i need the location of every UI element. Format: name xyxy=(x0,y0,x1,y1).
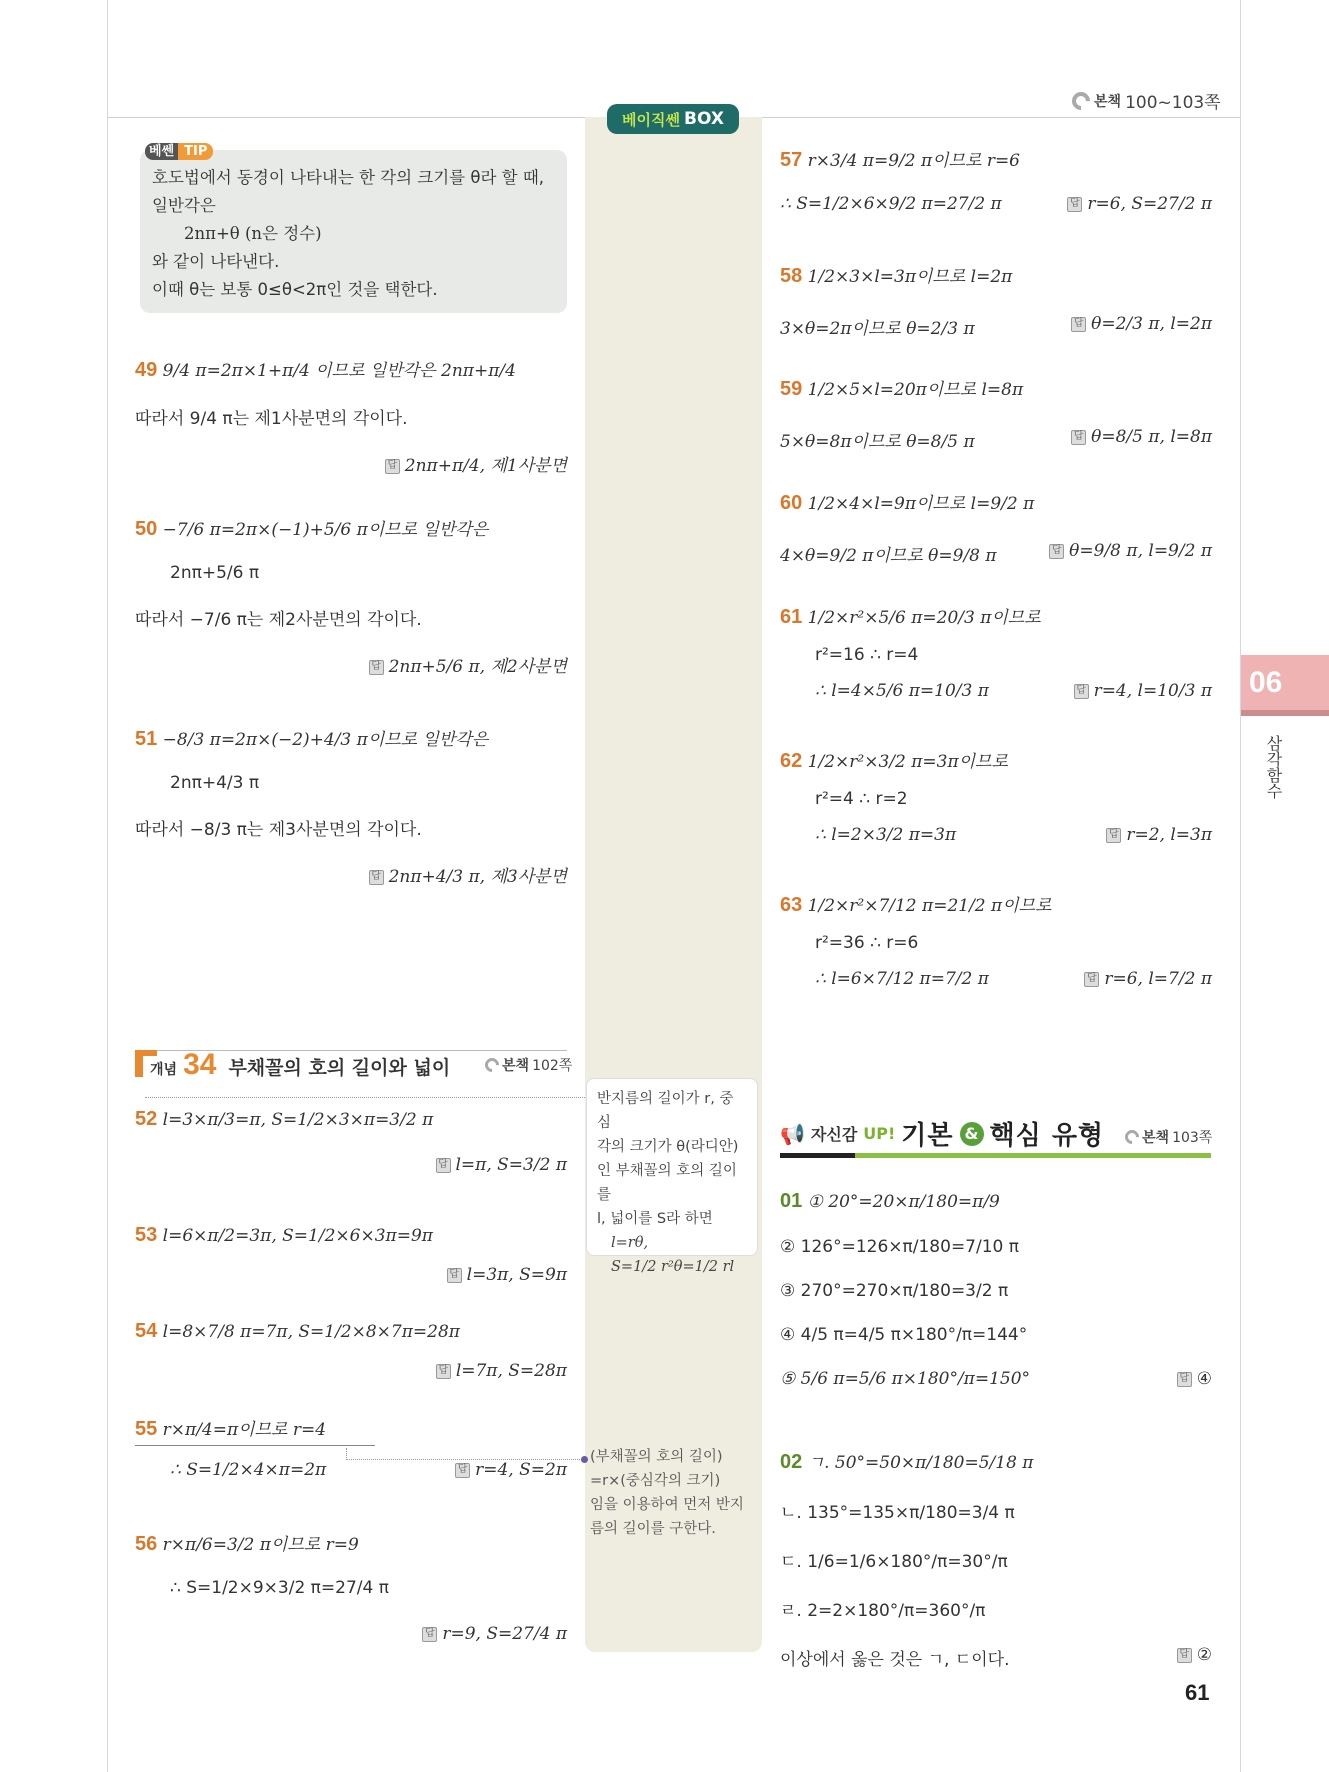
problem-57: 57 r×3/4 π=9/2 π이므로 r=6 ∴ S=1/2×6×9/2 π=27/2 π 답 r=6, S=27/2 π xyxy=(780,149,1212,214)
answer-icon: 답 xyxy=(1074,684,1089,699)
connector-dot xyxy=(581,1456,588,1463)
problem-63: 63 1/2×r²×7/12 π=21/2 π이므로 r²=36 ∴ r=6 ∴ l=6×7/12 π=7/2 π 답 r=6, l=7/2 π xyxy=(780,894,1212,989)
answer-icon: 답 xyxy=(1106,828,1121,843)
answer-icon: 답 xyxy=(369,870,384,885)
section-bar-dark xyxy=(780,1153,855,1158)
problem-02: 02 ㄱ. 50°=50×π/180=5/18 π ㄴ. 135°=135×π/180=3/4 π ㄷ. 1/6=1/6×180°/π=30°/π ㄹ. 2=2×180°/π=360°/π 이상에서 옳은 것은 ㄱ, ㄷ이다. 답 ② xyxy=(780,1451,1212,1670)
answer-icon: 답 xyxy=(447,1268,462,1283)
chapter-label: 삼각함수 xyxy=(1264,735,1283,799)
page-number: 61 xyxy=(1185,1680,1210,1705)
basic-box-badge: 베이직쎈 BOX xyxy=(607,104,739,134)
answer-icon: 답 xyxy=(436,1364,451,1379)
refresh-arrow-icon xyxy=(1068,88,1093,113)
problem-61: 61 1/2×r²×5/6 π=20/3 π이므로 r²=16 ∴ r=4 ∴ l=4×5/6 π=10/3 π 답 r=4, l=10/3 π xyxy=(780,606,1212,701)
problem-59: 59 1/2×5×l=20π이므로 l=8π 5×θ=8π이므로 θ=8/5 π 답 θ=8/5 π, l=8π xyxy=(780,378,1212,452)
answer-icon: 답 xyxy=(1177,1372,1192,1387)
dotted-leader xyxy=(346,1459,584,1460)
section-bar-green xyxy=(855,1153,1211,1158)
answer-icon: 답 xyxy=(1071,317,1086,332)
answer-icon: 답 xyxy=(385,459,400,474)
answer-icon: 답 xyxy=(455,1463,470,1478)
problem-51: 51 −8/3 π=2π×(−2)+4/3 π이므로 일반각은 2nπ+4/3 π 따라서 −8/3 π는 제3사분면의 각이다. 답 2nπ+4/3 π, 제3사분면 xyxy=(135,728,567,887)
answer-icon: 답 xyxy=(1084,972,1099,987)
refresh-arrow-icon xyxy=(1122,1127,1142,1147)
answer-icon: 답 xyxy=(369,660,384,675)
tip-box: 호도법에서 동경이 나타내는 한 각의 크기를 θ라 할 때, 일반각은 2nπ+θ (n은 정수) 와 같이 나타낸다. 이때 θ는 보통 0≤θ<2π인 것을 택한다. xyxy=(140,150,567,313)
header-page-ref: 본책 100~103쪽 xyxy=(1072,88,1221,113)
refresh-arrow-icon xyxy=(482,1055,502,1075)
answer-icon: 답 xyxy=(1049,544,1064,559)
problem-50: 50 −7/6 π=2π×(−1)+5/6 π이므로 일반각은 2nπ+5/6 π 따라서 −7/6 π는 제2사분면의 각이다. 답 2nπ+5/6 π, 제2사분면 xyxy=(135,518,567,677)
answer-icon: 답 xyxy=(1071,430,1086,445)
problem-55: 55 r×π/4=π이므로 r=4 ∴ S=1/2×4×π=2π 답 r=4, S=2π xyxy=(135,1415,567,1480)
answer-icon: 답 xyxy=(436,1158,451,1173)
dotted-leader xyxy=(145,1097,585,1098)
megaphone-icon: 📢 xyxy=(780,1121,805,1146)
problem-60: 60 1/2×4×l=9π이므로 l=9/2 π 4×θ=9/2 π이므로 θ=9/8 π 답 θ=9/8 π, l=9/2 π xyxy=(780,492,1212,566)
problem-54: 54 l=8×7/8 π=7π, S=1/2×8×7π=28π 답 l=7π, S=28π xyxy=(135,1320,567,1381)
section-header: 📢 자신감 UP! 기본 & 핵심 유형 xyxy=(780,1121,1105,1151)
problem-62: 62 1/2×r²×3/2 π=3π이므로 r²=4 ∴ r=2 ∴ l=2×3/2 π=3π 답 r=2, l=3π xyxy=(780,750,1212,845)
problem-01: 01 ① 20°=20×π/180=π/9 ② 126°=126×π/180=7/10 π ③ 270°=270×π/180=3/2 π ④ 4/5 π=4/5 π×180°/π=144° ⑤ 5/6 π=5/6 π×180°/π=150° 답 ④ xyxy=(780,1190,1212,1389)
section-page-ref: 본책 103쪽 xyxy=(1125,1127,1212,1147)
formula-note: 반지름의 길이가 r, 중심 각의 크기가 θ(라디안) 인 부채꼴의 호의 길이를 l, 넓이를 S라 하면 l=rθ, S=1/2 r²θ=1/2 rl xyxy=(586,1078,758,1256)
problem-49: 49 9/4 π=2π×1+π/4 이므로 일반각은 2nπ+π/4 따라서 9/4 π는 제1사분면의 각이다. 답 2nπ+π/4, 제1사분면 xyxy=(135,359,567,476)
problem-58: 58 1/2×3×l=3π이므로 l=2π 3×θ=2π이므로 θ=2/3 π 답 θ=2/3 π, l=2π xyxy=(780,265,1212,339)
answer-icon: 답 xyxy=(1067,197,1082,212)
basic-box-column xyxy=(585,117,762,1652)
tip-badge: 베쎈 TIP xyxy=(145,140,213,159)
hint-note: (부채꼴의 호의 길이) =r×(중심각의 크기) 임을 이용하여 먼저 반지 름의 길이를 구한다. xyxy=(590,1449,744,1537)
answer-icon: 답 xyxy=(422,1627,437,1642)
answer-icon: 답 xyxy=(1177,1648,1192,1663)
problem-53: 53 l=6×π/2=3π, S=1/2×6×3π=9π 답 l=3π, S=9π xyxy=(135,1224,567,1285)
page-right-border xyxy=(1240,0,1241,1772)
problem-52: 52 l=3×π/3=π, S=1/2×3×π=3/2 π 답 l=π, S=3/2 π xyxy=(135,1108,567,1175)
concept-page-ref: 본책 102쪽 xyxy=(485,1055,572,1075)
problem-56: 56 r×π/6=3/2 π이므로 r=9 ∴ S=1/2×9×3/2 π=27/4 π 답 r=9, S=27/4 π xyxy=(135,1533,567,1644)
chapter-tab[interactable]: 06 xyxy=(1241,655,1329,710)
concept-title: 개념 34 부채꼴의 호의 길이와 넓이 xyxy=(150,1048,451,1081)
chapter-tab-bar xyxy=(1241,710,1329,716)
page-left-border xyxy=(107,0,108,1772)
